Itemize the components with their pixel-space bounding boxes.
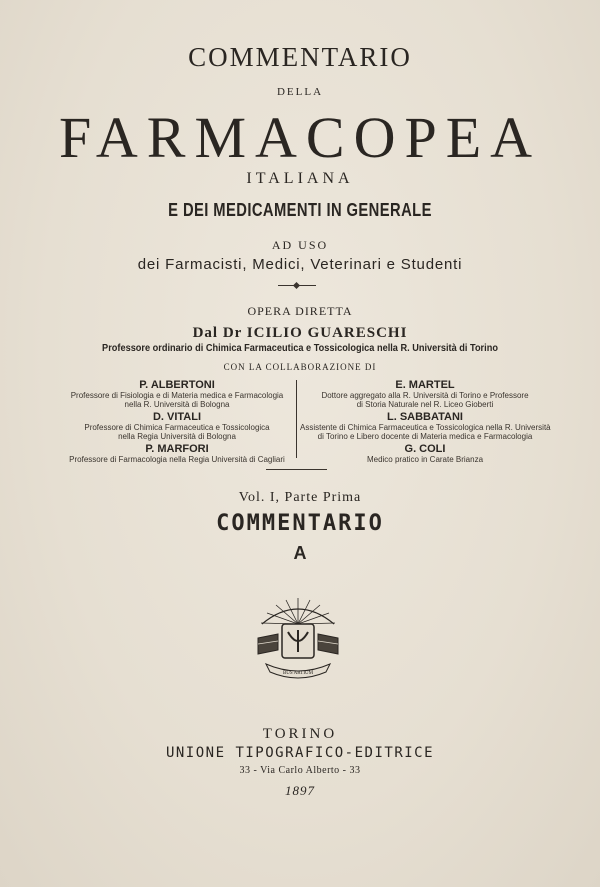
publisher-address: 33 - Via Carlo Alberto - 33: [239, 765, 361, 776]
collaborator-name: G. COLI: [404, 443, 446, 455]
collaborator-desc: nella Regia Università di Bologna: [118, 432, 236, 441]
column-divider: [296, 380, 297, 458]
publisher-city: TORINO: [262, 726, 338, 742]
collaborator-desc: Professore di Chimica Farmaceutica e Tossicologica: [84, 423, 270, 432]
collaborator-desc: nella R. Università di Bologna: [124, 400, 230, 409]
publisher-emblem-icon: [252, 594, 344, 686]
opera-diretta: OPERA DIRETTA: [247, 304, 353, 318]
section-rule: [266, 469, 327, 470]
publication-year: 1897: [285, 783, 315, 798]
collaborator-desc: Professore di Fisiologia e di Materia medica e Farmacologia: [70, 391, 284, 400]
ornament-divider: [278, 285, 316, 286]
title-della: DELLA: [276, 86, 324, 98]
collaborator-name: E. MARTEL: [395, 379, 455, 391]
subtitle-medicamenti: E DEI MEDICAMENTI IN GENERALE: [168, 200, 432, 220]
collaborator-name: L. SABBATANI: [387, 411, 463, 423]
collaborator-desc: di Storia Naturale nel R. Liceo Gioberti: [356, 400, 494, 409]
ad-uso: AD USO: [271, 238, 329, 252]
collaborators-right: [300, 377, 550, 464]
title-italiana: ITALIANA: [246, 170, 354, 187]
volume-label: Vol. I, Parte Prima: [238, 490, 362, 505]
collaborators-left: [62, 377, 292, 464]
collaborator-desc: Medico pratico in Carate Brianza: [366, 455, 484, 464]
editor-name: Dal Dr ICILIO GUARESCHI: [192, 325, 408, 341]
title-farmacopea: FARMACOPEA: [58, 105, 542, 170]
collaborator-desc: di Torino e Libero docente di Materia medica e Farmacologia: [317, 432, 533, 441]
volume-letter: A: [293, 543, 307, 563]
publisher-name: UNIONE TIPOGRAFICO-EDITRICE: [165, 745, 435, 761]
collaborator-name: P. MARFORI: [145, 443, 209, 455]
collaborator-name: P. ALBERTONI: [139, 379, 215, 391]
collaborator-desc: Assistente di Chimica Farmaceutica e Tossicologica nella R. Università: [300, 423, 551, 432]
collaborator-name: D. VITALI: [152, 411, 202, 423]
collaborator-desc: Dottore aggregato alla R. Università di Torino e Professore: [321, 391, 529, 400]
editor-role: Professore ordinario di Chimica Farmaceutica e Tossicologica nella R. Università di Torino: [102, 343, 498, 354]
title-commentario: COMMENTARIO: [188, 42, 412, 72]
volume-section: COMMENTARIO: [216, 511, 384, 536]
collaborator-desc: Professore di Farmacologia nella Regia Università di Cagliari: [69, 455, 285, 464]
emblem-motto: BUS ARTIUM: [282, 671, 314, 676]
audience-line: dei Farmacisti, Medici, Veterinari e Studenti: [137, 256, 463, 273]
collaboration-label: CON LA COLLABORAZIONE DI: [223, 362, 377, 372]
